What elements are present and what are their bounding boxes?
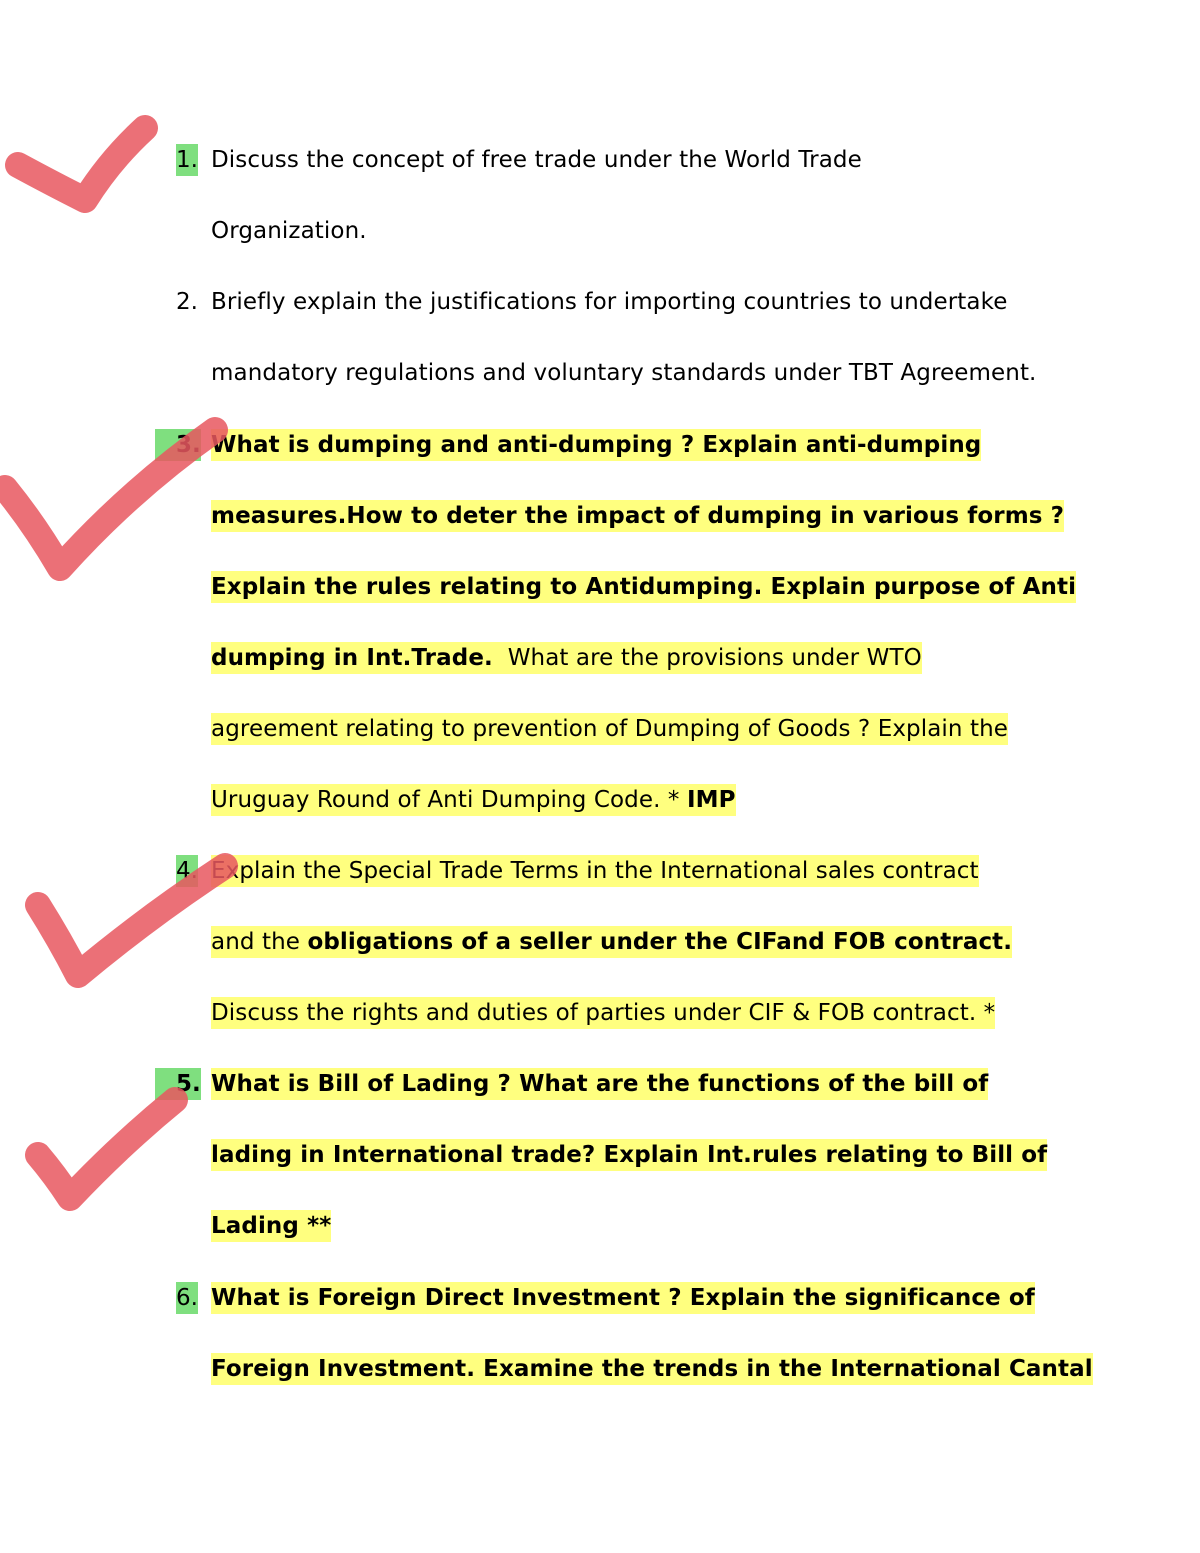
check-mark-icon-1: [18, 128, 145, 200]
item-4-line-2-bold: obligations of a seller under the CIFand FOB contract.: [307, 929, 1013, 955]
item-number-2: 2.: [176, 289, 198, 315]
item-3-line-5: agreement relating to prevention of Dumping of Goods ? Explain the: [211, 713, 1008, 745]
item-4-line-1: Explain the Special Trade Terms in the International sales contract: [211, 855, 979, 887]
check-mark-icon-4: [38, 1100, 175, 1198]
item-3-line-2: measures.How to deter the impact of dumping in various forms ?: [211, 500, 1064, 532]
item-3-line-6: [211, 784, 736, 816]
item-3-line-4-regular: What are the provisions under WTO: [507, 645, 922, 671]
item-1-line-1: Discuss the concept of free trade under the World Trade: [211, 147, 862, 173]
item-6-line-2: Foreign Investment. Examine the trends in the International Cantal: [211, 1353, 1093, 1385]
item-number-4: 4.: [176, 855, 198, 887]
item-4-line-3: Discuss the rights and duties of parties under CIF & FOB contract. *: [211, 997, 995, 1029]
imp-marker: IMP: [686, 787, 736, 813]
item-2-line-2: mandatory regulations and voluntary standards under TBT Agreement.: [211, 360, 1037, 386]
item-number-6: 6.: [176, 1282, 198, 1314]
item-5-line-3: Lading **: [211, 1210, 331, 1242]
item-5-line-2: lading in International trade? Explain Int.rules relating to Bill of: [211, 1139, 1047, 1171]
item-number-3: 3.: [155, 429, 201, 461]
item-number-1: 1.: [176, 144, 198, 176]
item-5-line-1: What is Bill of Lading ? What are the functions of the bill of: [211, 1068, 988, 1100]
item-4-line-2: [211, 926, 1012, 958]
item-3-line-4-bold: dumping in Int.Trade.: [211, 645, 493, 671]
item-number-5: 5.: [155, 1068, 201, 1100]
item-3-line-6-regular: Uruguay Round of Anti Dumping Code. *: [211, 787, 680, 813]
item-1-line-2: Organization.: [211, 218, 367, 244]
item-3-line-4: [211, 642, 922, 674]
item-4-line-2-regular: and the: [211, 929, 301, 955]
item-2-line-1: Briefly explain the justifications for importing countries to undertake: [211, 289, 1008, 315]
item-3-line-3: Explain the rules relating to Antidumping. Explain purpose of Anti: [211, 571, 1076, 603]
item-3-line-1: What is dumping and anti-dumping ? Explain anti-dumping: [211, 429, 981, 461]
item-6-line-1: What is Foreign Direct Investment ? Explain the significance of: [211, 1282, 1035, 1314]
